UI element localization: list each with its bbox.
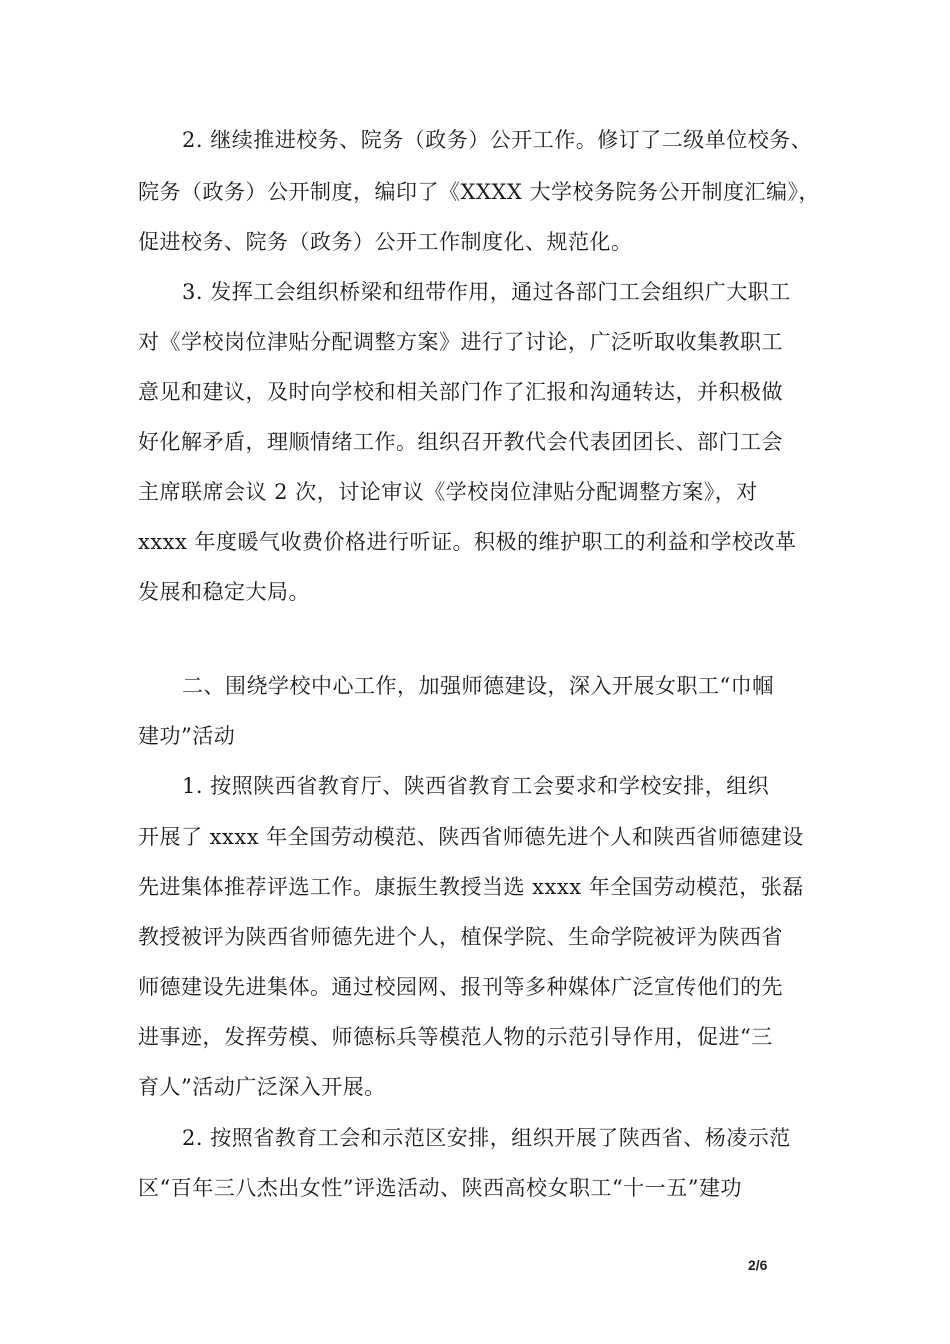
text-line: 1. 按照陕西省教育厅、陕西省教育工会要求和学校安排，组织 xyxy=(182,774,770,798)
text-line: 二、围绕学校中心工作，加强师德建设，深入开展女职工“巾帼 xyxy=(182,674,774,698)
text-line: xxxx 年度暖气收费价格进行听证。积极的维护职工的利益和学校改革 xyxy=(138,530,797,554)
text-line: 区“百年三八杰出女性”评选活动、陕西高校女职工“十一五”建功 xyxy=(138,1176,742,1200)
text-line: 建功”活动 xyxy=(138,724,236,748)
text-line: 促进校务、院务（政务）公开工作制度化、规范化。 xyxy=(138,230,633,254)
text-line: 好化解矛盾，理顺情绪工作。组织召开教代会代表团团长、部门工会 xyxy=(138,430,783,454)
page-number: 2/6 xyxy=(748,1257,768,1273)
text-line: 院务（政务）公开制度，编印了《XXXX 大学校务院务公开制度汇编》， xyxy=(138,180,820,204)
text-line: 发展和稳定大局。 xyxy=(138,580,310,604)
text-line: 3. 发挥工会组织桥梁和纽带作用，通过各部门工会组织广大职工 xyxy=(182,280,791,304)
text-line: 意见和建议，及时向学校和相关部门作了汇报和沟通转达，并积极做 xyxy=(138,380,783,404)
text-line: 进事迹，发挥劳模、师德标兵等模范人物的示范引导作用，促进“三 xyxy=(138,1025,773,1049)
text-line: 2. 继续推进校务、院务（政务）公开工作。修订了二级单位校务、 xyxy=(182,128,813,152)
text-line: 开展了 xxxx 年全国劳动模范、陕西省师德先进个人和陕西省师德建设 xyxy=(138,825,804,849)
text-line: 先进集体推荐评选工作。康振生教授当选 xxxx 年全国劳动模范，张磊 xyxy=(138,875,804,899)
text-line: 育人”活动广泛深入开展。 xyxy=(138,1075,386,1099)
text-line: 主席联席会议 2 次，讨论审议《学校岗位津贴分配调整方案》，对 xyxy=(138,480,758,504)
text-line: 对《学校岗位津贴分配调整方案》进行了讨论，广泛听取收集教职工 xyxy=(138,330,783,354)
text-line: 教授被评为陕西省师德先进个人，植保学院、生命学院被评为陕西省 xyxy=(138,925,783,949)
text-line: 2. 按照省教育工会和示范区安排，组织开展了陕西省、杨凌示范 xyxy=(182,1126,791,1150)
text-line: 师德建设先进集体。通过校园网、报刊等多种媒体广泛宣传他们的先 xyxy=(138,975,783,999)
